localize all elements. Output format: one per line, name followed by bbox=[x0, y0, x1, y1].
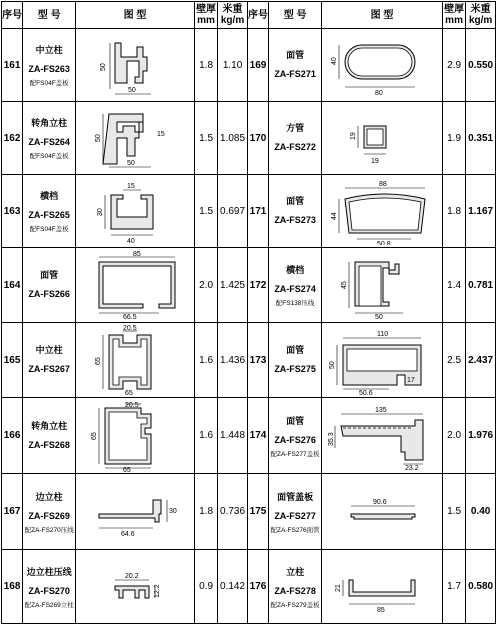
profile-drawing bbox=[85, 31, 185, 99]
profile-inner bbox=[109, 412, 147, 460]
wall-thickness: 1.9 bbox=[442, 102, 465, 175]
wall-thickness: 1.7 bbox=[442, 550, 465, 624]
profile-drawing bbox=[85, 250, 185, 320]
header-weight-2 bbox=[466, 2, 496, 29]
header-no-2: 序号 bbox=[247, 2, 268, 29]
profile-name: 中立柱 bbox=[35, 45, 63, 55]
wall-thickness: 1.4 bbox=[442, 248, 465, 323]
profile-drawing-cell bbox=[76, 550, 195, 624]
profile-drawing bbox=[85, 552, 185, 622]
profile-drawing-cell bbox=[322, 398, 443, 474]
profile-note: 配ZA-FS276面管 bbox=[270, 526, 320, 534]
profile-shape bbox=[99, 500, 161, 522]
profile-drawing-cell bbox=[76, 474, 195, 550]
dimension-label: 40 bbox=[331, 57, 338, 65]
header-wall-2 bbox=[442, 2, 465, 29]
model-cell bbox=[269, 175, 322, 248]
header-weight-unit: kg/m bbox=[468, 15, 493, 26]
profile-name: 面管盖板 bbox=[277, 491, 314, 502]
dimension-label: 40 bbox=[127, 238, 135, 245]
weight-per-meter: 0.550 bbox=[466, 29, 496, 102]
dimension-label: 50 bbox=[375, 314, 383, 320]
dimension-label: 20.5 bbox=[125, 401, 139, 409]
row-number: 167 bbox=[2, 474, 23, 550]
weight-per-meter: 1.167 bbox=[466, 175, 496, 248]
model-cell bbox=[23, 29, 76, 102]
profile-code: ZA-FS267 bbox=[28, 364, 70, 374]
dimension-label: 65 bbox=[125, 390, 133, 395]
profile-note: 配ZA-FS270压线 bbox=[24, 526, 74, 534]
profile-shape bbox=[351, 514, 415, 519]
dimension-label: 90.6 bbox=[373, 498, 387, 506]
weight-per-meter: 1.436 bbox=[218, 323, 248, 398]
weight-per-meter: 1.976 bbox=[466, 398, 496, 474]
header-wall-unit: mm bbox=[445, 15, 463, 26]
header-row bbox=[2, 2, 496, 29]
profile-drawing bbox=[85, 177, 185, 245]
profile-name: 面管 bbox=[40, 270, 59, 280]
profile-shape bbox=[103, 114, 143, 164]
row-number: 174 bbox=[247, 398, 268, 474]
table-row bbox=[2, 175, 496, 248]
header-figure-2: 图 型 bbox=[322, 2, 443, 29]
wall-thickness: 2.0 bbox=[194, 248, 217, 323]
weight-per-meter: 0.351 bbox=[466, 102, 496, 175]
table-row bbox=[2, 102, 496, 175]
profile-inner bbox=[348, 48, 412, 76]
profile-drawing bbox=[327, 476, 437, 548]
profile-shape bbox=[115, 43, 147, 83]
dimension-label: 17 bbox=[407, 377, 415, 384]
profile-drawing bbox=[327, 552, 437, 622]
profile-name: 转角立柱 bbox=[31, 118, 68, 128]
profile-name: 横档 bbox=[286, 265, 305, 275]
table-row bbox=[2, 323, 496, 398]
profile-code: ZA-FS273 bbox=[274, 215, 316, 225]
dimension-label: 15 bbox=[127, 183, 135, 190]
row-number: 170 bbox=[247, 102, 268, 175]
row-number: 165 bbox=[2, 323, 23, 398]
profile-shape bbox=[115, 586, 149, 598]
dimension-label: 20.5 bbox=[123, 325, 137, 332]
dimension-label: 64.6 bbox=[121, 530, 135, 538]
model-cell bbox=[23, 398, 76, 474]
wall-thickness: 2.9 bbox=[442, 29, 465, 102]
model-cell bbox=[23, 550, 76, 624]
dimension-label: 80 bbox=[375, 90, 383, 97]
profile-name: 面管 bbox=[286, 196, 305, 206]
model-cell bbox=[269, 398, 322, 474]
profile-note: 配ZA-FS279盖板 bbox=[270, 601, 320, 609]
table-row bbox=[2, 29, 496, 102]
profile-code: ZA-FS269 bbox=[28, 510, 70, 521]
weight-per-meter: 0.580 bbox=[466, 550, 496, 624]
profile-drawing-cell bbox=[76, 175, 195, 248]
dimension-label: 50 bbox=[127, 160, 135, 167]
dimension-label: 65 bbox=[91, 431, 99, 440]
dimension-label: 50 bbox=[100, 63, 108, 71]
profile-drawing bbox=[327, 325, 437, 395]
wall-thickness: 2.5 bbox=[442, 323, 465, 398]
profile-name: 边立柱压线 bbox=[26, 566, 72, 577]
profile-shape bbox=[99, 262, 175, 308]
weight-per-meter: 1.425 bbox=[218, 248, 248, 323]
profile-inner bbox=[359, 266, 381, 306]
profile-inner bbox=[347, 349, 417, 371]
weight-per-meter: 1.085 bbox=[218, 102, 248, 175]
wall-thickness: 1.5 bbox=[194, 175, 217, 248]
row-number: 168 bbox=[2, 550, 23, 624]
header-weight bbox=[218, 2, 248, 29]
weight-per-meter: 1.10 bbox=[218, 29, 248, 102]
profile-code: ZA-FS268 bbox=[28, 439, 70, 450]
profile-drawing bbox=[327, 250, 437, 320]
profile-code: ZA-FS271 bbox=[274, 69, 316, 79]
profile-drawing bbox=[85, 476, 185, 548]
dimension-label: 110 bbox=[377, 331, 389, 338]
table-row bbox=[2, 550, 496, 624]
profile-name: 面管 bbox=[286, 345, 305, 355]
profile-drawing bbox=[85, 400, 185, 472]
dimension-label: 30 bbox=[169, 507, 177, 515]
model-cell bbox=[23, 102, 76, 175]
row-number: 169 bbox=[247, 29, 268, 102]
table-row bbox=[2, 474, 496, 550]
wall-thickness: 1.6 bbox=[194, 398, 217, 474]
header-model-2: 型 号 bbox=[269, 2, 322, 29]
profile-code: ZA-FS263 bbox=[28, 64, 70, 74]
profile-note: 配ZA-FS269立柱 bbox=[24, 601, 74, 609]
profile-note: 配FS04F盖板 bbox=[29, 80, 69, 87]
profile-code: ZA-FS277 bbox=[274, 510, 316, 521]
weight-per-meter: 0.736 bbox=[218, 474, 248, 550]
profile-catalog-table bbox=[1, 1, 496, 624]
profile-drawing-cell bbox=[76, 323, 195, 398]
profile-code: ZA-FS276 bbox=[274, 434, 316, 445]
header-no: 序号 bbox=[2, 2, 23, 29]
profile-inner bbox=[367, 129, 383, 145]
profile-name: 面管 bbox=[286, 50, 305, 60]
table-row bbox=[2, 398, 496, 474]
row-number: 164 bbox=[2, 248, 23, 323]
wall-thickness: 1.8 bbox=[442, 175, 465, 248]
wall-thickness: 0.9 bbox=[194, 550, 217, 624]
profile-drawing bbox=[85, 325, 185, 395]
dimension-label: 15 bbox=[157, 131, 165, 138]
dimension-label: 30 bbox=[97, 208, 105, 216]
row-number: 171 bbox=[247, 175, 268, 248]
profile-drawing bbox=[327, 31, 437, 99]
dimension-label: 23.2 bbox=[405, 464, 419, 472]
profile-drawing-cell bbox=[322, 248, 443, 323]
dimension-label: 85 bbox=[133, 251, 141, 258]
header-wall-unit: mm bbox=[197, 15, 215, 26]
profile-shape bbox=[111, 195, 153, 229]
profile-code: ZA-FS278 bbox=[274, 585, 316, 596]
model-cell bbox=[269, 550, 322, 624]
row-number: 161 bbox=[2, 29, 23, 102]
dimension-label: 21 bbox=[335, 583, 342, 592]
profile-code: ZA-FS264 bbox=[28, 137, 70, 147]
model-cell bbox=[23, 323, 76, 398]
dimension-label: 88 bbox=[379, 181, 387, 188]
model-cell bbox=[269, 29, 322, 102]
weight-per-meter: 2.437 bbox=[466, 323, 496, 398]
row-number: 166 bbox=[2, 398, 23, 474]
dimension-label: 19 bbox=[350, 132, 357, 140]
header-model: 型 号 bbox=[23, 2, 76, 29]
profile-inner bbox=[349, 198, 421, 230]
profile-name: 方管 bbox=[286, 123, 305, 133]
row-number: 172 bbox=[247, 248, 268, 323]
header-wall bbox=[194, 2, 217, 29]
model-cell bbox=[269, 474, 322, 550]
profile-drawing-cell bbox=[322, 102, 443, 175]
wall-thickness: 2.0 bbox=[442, 398, 465, 474]
profile-drawing-cell bbox=[322, 175, 443, 248]
model-cell bbox=[23, 175, 76, 248]
profile-drawing-cell bbox=[76, 398, 195, 474]
profile-name: 转角立柱 bbox=[31, 420, 68, 431]
weight-per-meter: 0.781 bbox=[466, 248, 496, 323]
wall-thickness: 1.8 bbox=[194, 474, 217, 550]
profile-note: 配ZA-FS277盖板 bbox=[270, 450, 320, 458]
profile-note: 配FS04F盖板 bbox=[29, 153, 69, 160]
profile-drawing-cell bbox=[322, 550, 443, 624]
dimension-label: 85 bbox=[377, 606, 385, 614]
dimension-label: 50.8 bbox=[377, 241, 391, 245]
profile-code: ZA-FS265 bbox=[28, 210, 70, 220]
wall-thickness: 1.5 bbox=[442, 474, 465, 550]
dimension-label: 50 bbox=[329, 361, 336, 369]
model-cell bbox=[23, 474, 76, 550]
profile-name: 边立柱 bbox=[35, 491, 63, 502]
profile-drawing-cell bbox=[76, 248, 195, 323]
profile-name: 立柱 bbox=[286, 566, 305, 577]
profile-code: ZA-FS266 bbox=[28, 289, 70, 299]
row-number: 175 bbox=[247, 474, 268, 550]
header-weight-unit: kg/m bbox=[220, 15, 245, 26]
profile-drawing-cell bbox=[322, 323, 443, 398]
profile-note: 配FS138压线 bbox=[275, 300, 315, 307]
dimension-label: 44 bbox=[331, 212, 338, 220]
profile-drawing bbox=[327, 177, 437, 245]
dimension-label: 20.2 bbox=[125, 572, 139, 580]
profile-drawing bbox=[327, 400, 437, 472]
profile-drawing-cell bbox=[322, 474, 443, 550]
profile-drawing-cell bbox=[76, 29, 195, 102]
profile-code: ZA-FS274 bbox=[274, 284, 316, 294]
row-number: 173 bbox=[247, 323, 268, 398]
model-cell bbox=[269, 248, 322, 323]
dimension-label: 65 bbox=[95, 357, 103, 365]
profile-name: 面管 bbox=[286, 415, 305, 426]
weight-per-meter: 0.142 bbox=[218, 550, 248, 624]
profile-drawing-cell bbox=[76, 102, 195, 175]
header-wall-label: 壁厚 bbox=[444, 4, 465, 15]
model-cell bbox=[269, 323, 322, 398]
profile-note: 配FS04F盖板 bbox=[29, 226, 69, 233]
dimension-label: 50 bbox=[128, 87, 136, 94]
header-weight-label: 米重 bbox=[470, 4, 491, 15]
profile-shape bbox=[349, 580, 415, 596]
header-weight-label: 米重 bbox=[222, 4, 243, 15]
weight-per-meter: 0.40 bbox=[466, 474, 496, 550]
dimension-label: 19 bbox=[371, 158, 379, 165]
header-wall-label: 壁厚 bbox=[196, 4, 217, 15]
weight-per-meter: 1.448 bbox=[218, 398, 248, 474]
row-number: 163 bbox=[2, 175, 23, 248]
wall-thickness: 1.5 bbox=[194, 102, 217, 175]
header-figure: 图 型 bbox=[76, 2, 195, 29]
profile-drawing bbox=[85, 104, 185, 172]
row-number: 162 bbox=[2, 102, 23, 175]
wall-thickness: 1.6 bbox=[194, 323, 217, 398]
dimension-label: 135 bbox=[375, 406, 387, 414]
profile-name: 横档 bbox=[40, 191, 59, 201]
profile-drawing-cell bbox=[322, 29, 443, 102]
model-cell bbox=[269, 102, 322, 175]
profile-drawing bbox=[327, 104, 437, 172]
profile-code: ZA-FS275 bbox=[274, 364, 316, 374]
dimension-label: 50 bbox=[95, 134, 103, 142]
profile-name: 中立柱 bbox=[35, 345, 63, 355]
profile-code: ZA-FS270 bbox=[28, 585, 70, 596]
dimension-label: 35.3 bbox=[328, 431, 335, 446]
dimension-label: 45 bbox=[341, 281, 348, 289]
dimension-label: 50.6 bbox=[359, 390, 373, 395]
table-row bbox=[2, 248, 496, 323]
dimension-label: 65 bbox=[123, 466, 131, 472]
dimension-label: 12.2 bbox=[154, 583, 162, 598]
row-number: 176 bbox=[247, 550, 268, 624]
dimension-label: 66.5 bbox=[123, 314, 137, 320]
weight-per-meter: 0.697 bbox=[218, 175, 248, 248]
profile-code: ZA-FS272 bbox=[274, 142, 316, 152]
wall-thickness: 1.8 bbox=[194, 29, 217, 102]
model-cell bbox=[23, 248, 76, 323]
profile-shape bbox=[341, 420, 423, 460]
